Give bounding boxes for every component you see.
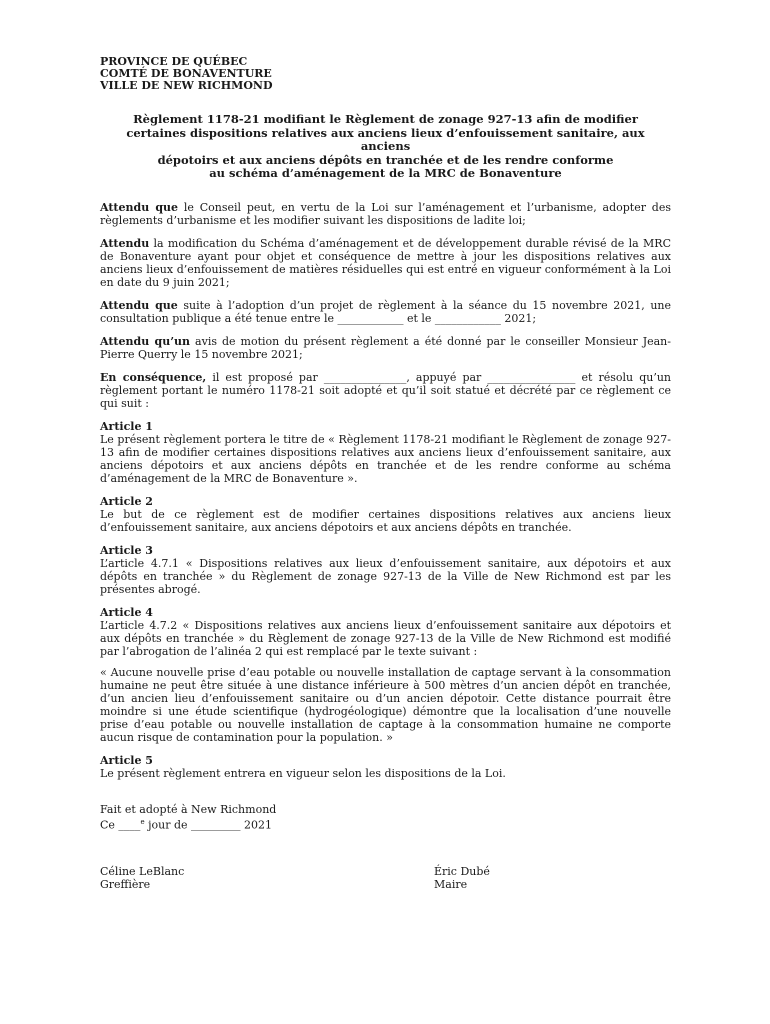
article-3-text: L’article 4.7.1 « Dispositions relatives aux lieux d’enfouissement sanitaire, aux dépotoirs et aux dépôts en tranchée » du Règlement de zonage 927-13 de la Ville de New Richmond est par les présentes abrogé. <box>100 556 671 596</box>
recital-text: la modification du Schéma d’aménagement et de développement durable révisé de la MRC de Bonaventure ayant pour objet et conséquence de mettre à jour les dispositions relatives aux anciens lieux d’enfouissement de matières résiduelles qui est entré en vigueur conformément à la Loi en date du 9 juin 2021; <box>100 236 671 289</box>
document-page <box>100 56 671 891</box>
article-3-heading: Article 3 <box>100 543 153 557</box>
article-4-text: L’article 4.7.2 « Dispositions relatives aux anciens lieux d’enfouissement sanitaire aux dépotoirs et aux dépôts en tranchée » du Règlement de zonage 927-13 de la Ville de New Richmond est modifié par l’abrogation de l’alinéa 2 qui est remplacé par le texte suivant : <box>100 618 671 658</box>
header-county: COMTÉ DE BONAVENTURE <box>100 67 272 80</box>
document-header <box>100 56 671 92</box>
recital-text: avis de motion du présent règlement a été donné par le conseiller Monsieur Jean-Pierre Querry le 15 novembre 2021; <box>100 334 671 361</box>
header-city: VILLE DE NEW RICHMOND <box>100 79 273 92</box>
mayor-name: Éric Dubé <box>434 865 490 879</box>
resolution-text: il est proposé par _______________, appuyé par ________________ et résolu qu’un règlement portant le numéro 1178-21 soit adopté et qu’il soit statué et décrété par ce règlement ce qui suit : <box>100 370 671 410</box>
header-province: PROVINCE DE QUÉBEC <box>100 55 248 68</box>
article-5-heading: Article 5 <box>100 753 153 767</box>
adoption-date <box>100 816 671 832</box>
article-2-text: Le but de ce règlement est de modifier certaines dispositions relatives aux anciens lieux d’enfouissement sanitaire, aux anciens dépotoirs et aux anciens dépôts en tranchée. <box>100 507 671 534</box>
article-1-text: Le présent règlement portera le titre de « Règlement 1178-21 modifiant le Règlement de zonage 927-13 afin de modifier certaines dispositions relatives aux anciens lieux d’enfouissement sanitaire, aux anciens dépotoirs et aux anciens dépôts en tranchée et de les rendre conforme au schéma d’aménagement de la MRC de Bonaventure ». <box>100 432 671 485</box>
signature-mayor <box>434 865 490 891</box>
article-2-heading: Article 2 <box>100 494 153 508</box>
adoption-date-suffix: jour de _________ 2021 <box>144 818 273 832</box>
resolution-lead: En conséquence, <box>100 370 207 384</box>
ordinal-suffix: e <box>140 817 145 826</box>
recital <box>100 299 671 325</box>
signature-block <box>100 865 671 891</box>
article-1-heading: Article 1 <box>100 419 153 433</box>
mayor-title: Maire <box>434 878 468 892</box>
article-4-heading: Article 4 <box>100 605 153 619</box>
article-4-quote: « Aucune nouvelle prise d’eau potable ou nouvelle installation de captage servant à la consommation humaine ne peut être située à une distance inférieure à 500 mètres d’un ancien dépôt en tranchée, d’un ancien lieu d’enfouissement sanitaire ou d’un ancien dépotoir. Cette distance pourrait être moindre si une étude scientifique (hydrogéologique) démontre que la localisation d’une nouvelle prise d’eau potable ou nouvelle installation de captage à la consommation humaine ne comporte aucun risque de contamination pour la population. » <box>100 665 671 744</box>
recital-lead: Attendu qu’un <box>100 334 191 348</box>
recital <box>100 201 671 227</box>
recital-lead: Attendu que <box>100 200 179 214</box>
clerk-title: Greffière <box>100 878 151 892</box>
adoption-place: Fait et adopté à New Richmond <box>100 802 277 816</box>
recital <box>100 237 671 289</box>
recital-text: suite à l’adoption d’un projet de règlement à la séance du 15 novembre 2021, une consultation publique a été tenue entre le ____________ et le ____________ 2021; <box>100 298 671 325</box>
adoption-date-prefix: Ce ____ <box>100 818 141 832</box>
resolution <box>100 371 671 410</box>
title-line: certaines dispositions relatives aux anciens lieux d’enfouissement sanitaire, aux anciens <box>126 125 645 153</box>
title-line: dépotoirs et aux anciens dépôts en tranchée et de les rendre conforme <box>157 152 614 167</box>
recital <box>100 335 671 361</box>
bylaw-title <box>100 113 671 181</box>
signature-clerk <box>100 865 434 891</box>
adoption-block <box>100 803 671 832</box>
article-5-text: Le présent règlement entrera en vigueur selon les dispositions de la Loi. <box>100 766 506 780</box>
recital-text: le Conseil peut, en vertu de la Loi sur l’aménagement et l’urbanisme, adopter des règlements d’urbanisme et les modifier suivant les dispositions de ladite loi; <box>100 200 671 227</box>
recital-lead: Attendu que <box>100 298 178 312</box>
title-line: au schéma d’aménagement de la MRC de Bonaventure <box>209 166 562 180</box>
clerk-name: Céline LeBlanc <box>100 865 185 879</box>
recital-lead: Attendu <box>100 236 150 250</box>
title-line: Règlement 1178-21 modifiant le Règlement de zonage 927-13 afin de modifier <box>133 112 638 126</box>
